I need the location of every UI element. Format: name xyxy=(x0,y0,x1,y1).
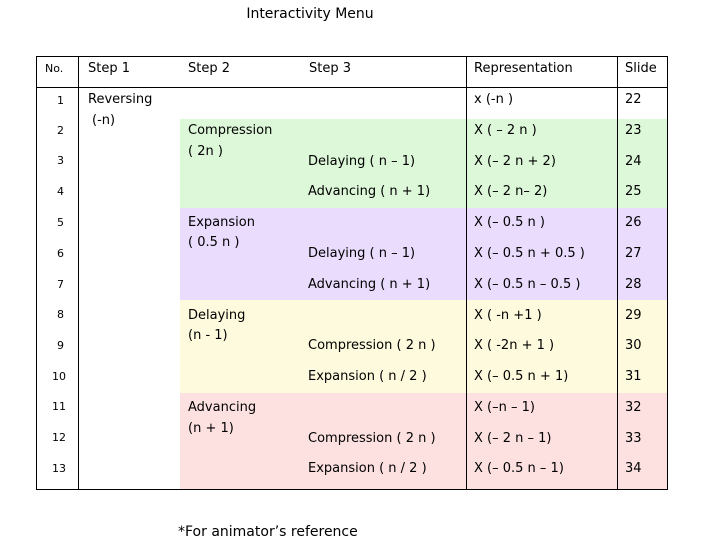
row-representation: X (– 0.5 n – 0.5 ) xyxy=(474,277,581,292)
row-representation: X (– 0.5 n ) xyxy=(474,215,545,230)
row-slide: 31 xyxy=(625,369,642,384)
group-formula: (n - 1) xyxy=(188,328,228,343)
row-step3: Expansion ( n / 2 ) xyxy=(308,369,427,384)
row-number: 9 xyxy=(57,339,64,352)
row-representation: X ( – 2 n ) xyxy=(474,123,537,138)
row-number: 8 xyxy=(57,308,64,321)
row-representation: X ( -n +1 ) xyxy=(474,308,542,323)
row-step3: Advancing ( n + 1) xyxy=(308,277,431,292)
row-slide: 23 xyxy=(625,123,642,138)
row-number: 2 xyxy=(57,124,64,137)
row-slide: 25 xyxy=(625,184,642,199)
step1-formula: (-n) xyxy=(92,113,116,128)
row-step3: Delaying ( n – 1) xyxy=(308,154,416,169)
row-slide: 29 xyxy=(625,308,642,323)
row-step3: Compression ( 2 n ) xyxy=(308,338,436,353)
row-representation: X (– 0.5 n + 1) xyxy=(474,369,569,384)
row-representation: X (– 0.5 n + 0.5 ) xyxy=(474,246,585,261)
row-number: 4 xyxy=(57,185,64,198)
row-step3: Expansion ( n / 2 ) xyxy=(308,461,427,476)
row-step3: Compression ( 2 n ) xyxy=(308,431,436,446)
header-slide: Slide xyxy=(625,61,657,76)
row-number: 11 xyxy=(52,400,66,413)
group-label: Expansion xyxy=(188,215,255,230)
row-number: 6 xyxy=(57,247,64,260)
footnote: *For animator’s reference xyxy=(178,524,358,540)
row-slide: 33 xyxy=(625,431,642,446)
row-slide: 30 xyxy=(625,338,642,353)
row-representation: x (-n ) xyxy=(474,92,514,107)
row-number: 12 xyxy=(52,431,66,444)
row-number: 13 xyxy=(52,462,66,475)
row-step3: Delaying ( n – 1) xyxy=(308,246,416,261)
page-title: Interactivity Menu xyxy=(246,6,374,22)
row-representation: X (–n – 1) xyxy=(474,400,535,415)
row-slide: 32 xyxy=(625,400,642,415)
col-divider-3 xyxy=(617,57,618,489)
row-slide: 28 xyxy=(625,277,642,292)
row-representation: X (– 0.5 n – 1) xyxy=(474,461,564,476)
row-slide: 22 xyxy=(625,92,642,107)
step1-label: Reversing xyxy=(88,92,153,107)
group-formula: (n + 1) xyxy=(188,421,234,436)
row-number: 10 xyxy=(52,370,66,383)
row-number: 7 xyxy=(57,278,64,291)
group-formula: ( 0.5 n ) xyxy=(188,235,240,250)
table-frame xyxy=(36,56,668,490)
group-formula: ( 2n ) xyxy=(188,144,223,159)
row-slide: 34 xyxy=(625,461,642,476)
row-step3: Advancing ( n + 1) xyxy=(308,184,431,199)
row-number: 1 xyxy=(57,94,64,107)
row-representation: X ( -2n + 1 ) xyxy=(474,338,555,353)
row-representation: X (– 2 n + 2) xyxy=(474,154,556,169)
col-divider-2 xyxy=(466,57,467,489)
header-representation: Representation xyxy=(474,61,573,76)
row-representation: X (– 2 n– 2) xyxy=(474,184,548,199)
row-number: 3 xyxy=(57,154,64,167)
row-representation: X (– 2 n – 1) xyxy=(474,431,552,446)
col-divider-1 xyxy=(78,57,79,489)
group-label: Compression xyxy=(188,123,273,138)
header-step2: Step 2 xyxy=(188,61,231,76)
header-step1: Step 1 xyxy=(88,61,131,76)
header-step3: Step 3 xyxy=(309,61,352,76)
row-number: 5 xyxy=(57,216,64,229)
header-divider xyxy=(36,87,668,88)
group-label: Delaying xyxy=(188,308,246,323)
row-slide: 27 xyxy=(625,246,642,261)
header-no: No. xyxy=(45,62,64,75)
row-slide: 24 xyxy=(625,154,642,169)
row-slide: 26 xyxy=(625,215,642,230)
group-label: Advancing xyxy=(188,400,257,415)
